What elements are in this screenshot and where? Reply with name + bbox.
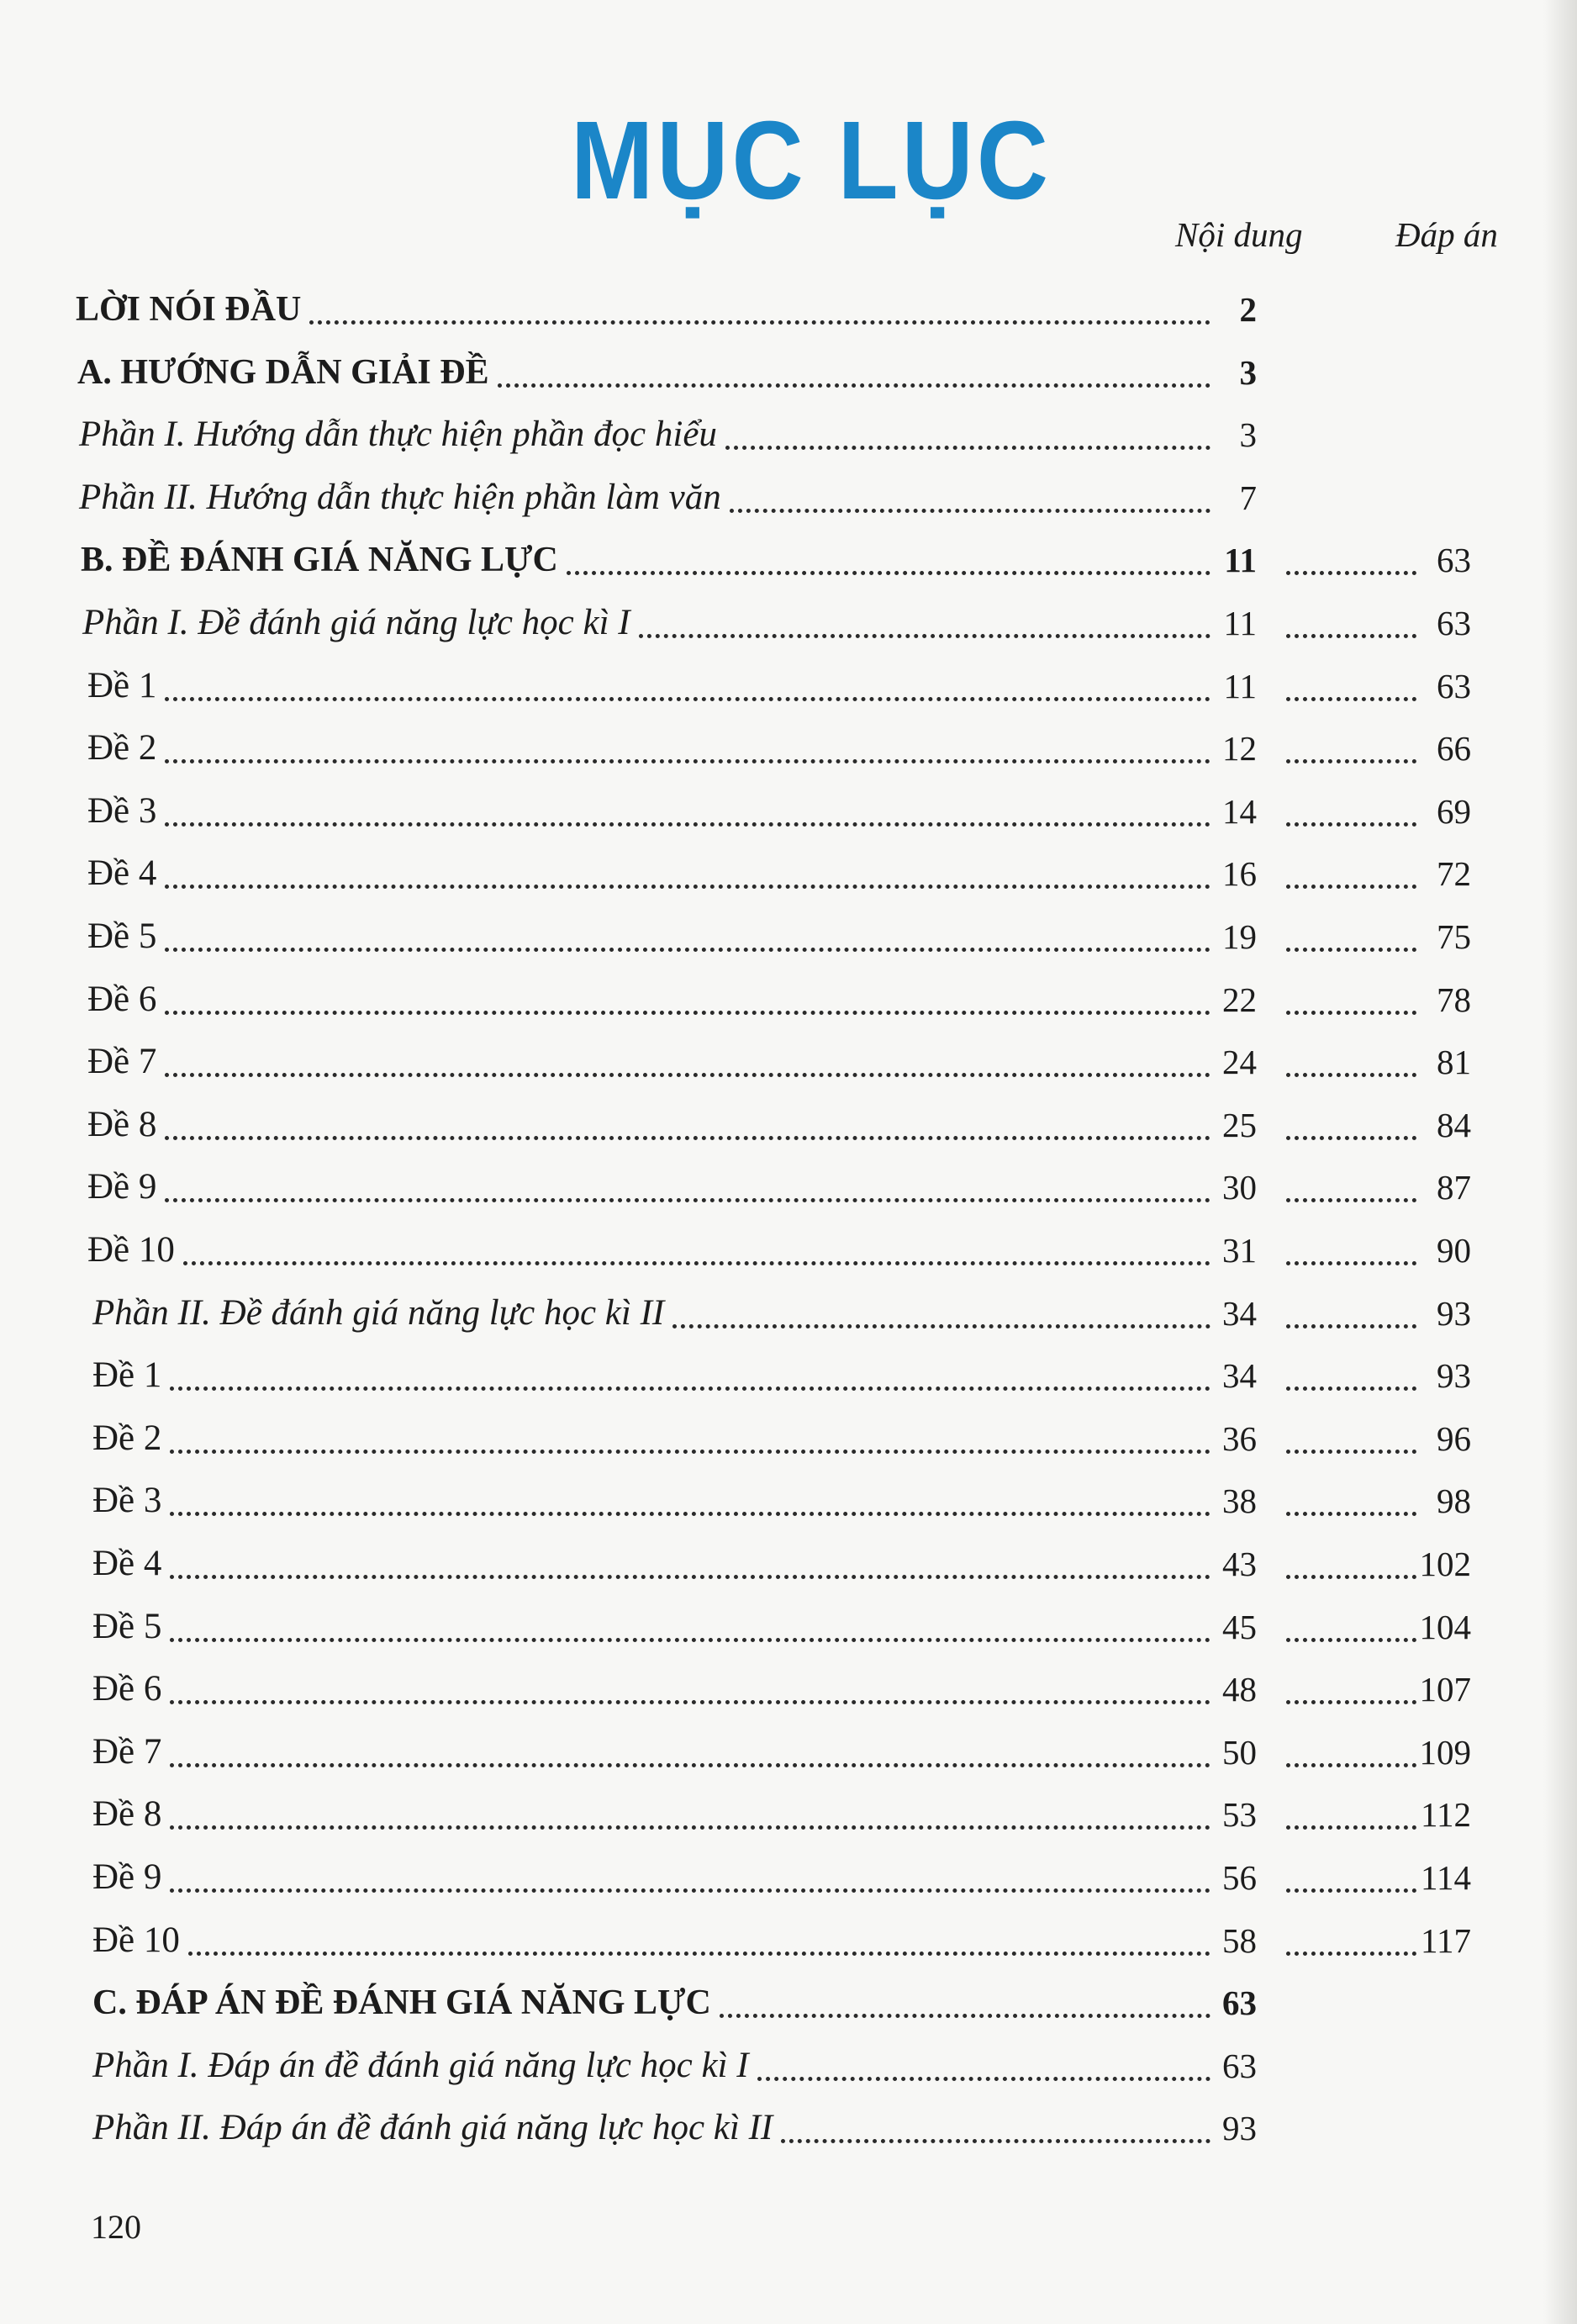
dot-leader-answer [1286,1638,1416,1642]
dot-leader [165,822,1210,827]
toc-entry[interactable] [0,349,1577,399]
toc-entry[interactable] [0,1477,1577,1528]
toc-entry-label: Phần I. Đáp án đề đánh giá năng lực học kì I [92,2045,749,2085]
dot-leader [170,1575,1210,1579]
toc-entry[interactable] [0,2042,1577,2093]
toc-entry-answer-page: 93 [1437,1356,1471,1396]
dot-leader [170,1638,1210,1642]
toc-entry-label: Đề 5 [87,916,157,956]
toc-entry-answer-page: 63 [1437,604,1471,642]
toc-entry-page: 3 [1239,352,1257,392]
toc-entry-page: 24 [1222,1043,1257,1082]
toc-entry-answer-page: 117 [1421,1920,1471,1960]
dot-leader-answer [1286,1136,1416,1140]
toc-entry-page: 3 [1239,415,1257,455]
toc-entry-page: 58 [1222,1920,1257,1960]
toc-entry-page: 53 [1222,1795,1257,1835]
dot-leader-answer [1286,1575,1416,1579]
toc-entry[interactable] [0,1038,1577,1089]
toc-entry[interactable] [0,1540,1577,1591]
dot-leader-answer [1286,571,1416,575]
toc-entry[interactable] [0,663,1577,713]
dot-leader-answer [1286,948,1416,952]
toc-entry-label: Đề 9 [87,1167,157,1207]
page-number: 120 [91,2208,141,2246]
toc-entry[interactable] [0,474,1577,525]
toc-entry-page: 63 [1222,2046,1257,2085]
toc-entry-label: Đề 6 [87,979,157,1019]
dot-leader-answer [1286,759,1416,763]
column-header-content: Nội dung [1175,215,1303,254]
toc-entry[interactable] [0,1854,1577,1904]
toc-entry[interactable] [0,976,1577,1027]
dot-leader [720,2014,1210,2018]
toc-entry-page: 11 [1223,666,1257,705]
dot-leader [165,1136,1210,1140]
toc-entry-label: Đề 1 [87,665,157,705]
toc-entry-label: Đề 3 [87,790,157,831]
toc-entry-answer-page: 112 [1421,1795,1471,1835]
toc-entry-label: Đề 3 [92,1481,162,1521]
dot-leader-answer [1286,822,1416,827]
toc-entry-page: 50 [1222,1732,1257,1772]
dot-leader-answer [1286,1825,1416,1830]
toc-entry-answer-page: 63 [1437,666,1471,705]
dot-leader-answer [1286,634,1416,638]
toc-entry-label: Phần II. Đề đánh giá năng lực học kì II [92,1292,665,1333]
dot-leader-answer [1286,1198,1416,1202]
dot-leader [170,1825,1210,1830]
toc-entry[interactable] [0,1415,1577,1466]
dot-leader [639,634,1210,638]
page-title: MỤC LỤC [570,98,1052,224]
toc-entry-answer-page: 98 [1437,1482,1471,1521]
toc-entry[interactable] [0,286,1577,336]
toc-entry-answer-page: 107 [1419,1670,1471,1709]
dot-leader-answer [1286,1450,1416,1454]
toc-entry-answer-page: 87 [1437,1168,1471,1207]
dot-leader [165,885,1210,889]
toc-entry-label: B. ĐỀ ĐÁNH GIÁ NĂNG LỰC [81,541,558,580]
toc-entry-page: 12 [1222,729,1257,769]
toc-entry-answer-page: 93 [1437,1293,1471,1333]
toc-entry-answer-page: 78 [1437,980,1471,1019]
toc-entry-page: 22 [1222,980,1257,1019]
toc-entry-label: A. HƯỚNG DẪN GIẢI ĐỀ [77,352,489,392]
toc-entry-label: Đề 1 [92,1355,162,1396]
dot-leader [183,1261,1210,1265]
toc-entry[interactable] [0,1666,1577,1716]
toc-entry-label: Đề 8 [92,1794,162,1835]
dot-leader [170,1763,1210,1767]
toc-entry-label: Đề 7 [87,1042,157,1082]
toc-entry-page: 34 [1222,1356,1257,1396]
toc-entry[interactable] [0,788,1577,838]
toc-entry[interactable] [0,1791,1577,1841]
column-header-answers: Đáp án [1395,215,1498,254]
dot-leader [730,509,1210,513]
toc-entry-answer-page: 102 [1419,1545,1471,1583]
toc-entry-answer-page: 69 [1437,791,1471,831]
dot-leader [567,571,1210,575]
dot-leader-answer [1286,1888,1416,1893]
dot-leader-answer [1286,697,1416,701]
toc-entry-label: Đề 6 [92,1669,162,1709]
toc-entry[interactable] [0,1729,1577,1779]
dot-leader [170,1386,1210,1391]
toc-entry-page: 25 [1222,1105,1257,1144]
toc-entry-label: Phần I. Đề đánh giá năng lực học kì I [82,603,630,642]
dot-leader [170,1700,1210,1704]
toc-entry-page: 45 [1222,1607,1257,1646]
toc-entry-answer-page: 114 [1421,1858,1471,1897]
dot-leader [725,446,1210,450]
toc-entry[interactable] [0,913,1577,964]
dot-leader [498,383,1210,388]
toc-entry[interactable] [0,1290,1577,1340]
toc-entry-label: Phần I. Hướng dẫn thực hiện phần đọc hiểu [79,415,717,455]
toc-entry-page: 30 [1222,1168,1257,1207]
toc-entry-page: 34 [1222,1293,1257,1333]
toc-entry-answer-page: 109 [1419,1732,1471,1772]
toc-entry-label: Đề 10 [92,1920,180,1960]
toc-entry-answer-page: 66 [1437,729,1471,769]
dot-leader-answer [1286,1011,1416,1015]
toc-entry-page: 63 [1222,1983,1257,2023]
dot-leader [672,1324,1210,1328]
toc-entry-label: Đề 9 [92,1857,162,1897]
toc-entry-label: Đề 8 [87,1104,157,1144]
dot-leader [165,759,1210,763]
dot-leader [165,1073,1210,1077]
toc-entry-label: Đề 4 [87,853,157,894]
toc-entry-page: 14 [1222,791,1257,831]
toc-entry-answer-page: 96 [1437,1418,1471,1458]
toc-entry-label: C. ĐÁP ÁN ĐỀ ĐÁNH GIÁ NĂNG LỰC [92,1983,711,2023]
dot-leader-answer [1286,1700,1416,1704]
toc-entry-page: 11 [1223,604,1257,642]
toc-entry-answer-page: 72 [1437,854,1471,894]
toc-entry-answer-page: 90 [1437,1231,1471,1270]
toc-entry-label: Phần II. Hướng dẫn thực hiện phần làm văn [79,477,721,517]
dot-leader-answer [1286,1073,1416,1077]
dot-leader-answer [1286,1952,1416,1956]
toc-entry[interactable] [0,1917,1577,1967]
toc-entry-answer-page: 81 [1437,1043,1471,1082]
toc-entry-page: 7 [1239,478,1257,517]
toc-entry-page: 19 [1222,917,1257,956]
toc-entry-label: Đề 10 [87,1230,175,1270]
toc-entry-page: 2 [1239,290,1257,329]
toc-entry[interactable] [0,411,1577,462]
toc-entry[interactable] [0,725,1577,775]
toc-entry[interactable] [0,2105,1577,2155]
dot-leader [170,1888,1210,1893]
dot-leader-answer [1286,1763,1416,1767]
toc-entry[interactable] [0,1101,1577,1152]
toc-entry-label: Đề 2 [92,1418,162,1458]
dot-leader [309,320,1210,325]
toc-entry-answer-page: 104 [1419,1607,1471,1646]
dot-leader-answer [1286,1324,1416,1328]
toc-entry[interactable] [0,1979,1577,2030]
toc-entry-label: LỜI NÓI ĐẦU [76,290,302,329]
toc-entry-page: 38 [1222,1482,1257,1521]
toc-entry-label: Đề 4 [92,1544,162,1583]
toc-entry-label: Đề 7 [92,1731,162,1772]
toc-entry-answer-page: 84 [1437,1105,1471,1144]
dot-leader [757,2077,1210,2081]
dot-leader [165,948,1210,952]
toc-entry-page: 48 [1222,1670,1257,1709]
dot-leader-answer [1286,1261,1416,1265]
dot-leader [165,1011,1210,1015]
dot-leader [170,1512,1210,1516]
dot-leader [781,2139,1210,2143]
toc-entry[interactable] [0,850,1577,901]
toc-entry-page: 43 [1222,1545,1257,1583]
toc-entry[interactable] [0,536,1577,587]
dot-leader-answer [1286,885,1416,889]
dot-leader-answer [1286,1386,1416,1391]
toc-entry[interactable] [0,1164,1577,1214]
toc-entry-label: Phần II. Đáp án đề đánh giá năng lực học kì II [92,2108,773,2148]
dot-leader [165,1198,1210,1202]
toc-entry-answer-page: 63 [1437,541,1471,580]
toc-entry-page: 56 [1222,1858,1257,1897]
toc-entry[interactable] [0,1352,1577,1402]
toc-entry-page: 11 [1224,541,1257,580]
toc-entry-answer-page: 75 [1437,917,1471,956]
dot-leader-answer [1286,1512,1416,1516]
dot-leader [170,1450,1210,1454]
toc-entry[interactable] [0,599,1577,650]
toc-entry-page: 31 [1222,1231,1257,1270]
toc-entry-page: 16 [1222,854,1257,894]
dot-leader [165,697,1210,701]
toc-entry-label: Đề 5 [92,1606,162,1646]
toc-entry-page: 93 [1222,2109,1257,2148]
toc-entry-label: Đề 2 [87,728,157,769]
toc-entry[interactable] [0,1603,1577,1654]
dot-leader [188,1952,1210,1956]
toc-entry[interactable] [0,1227,1577,1277]
toc-entry-page: 36 [1222,1418,1257,1458]
